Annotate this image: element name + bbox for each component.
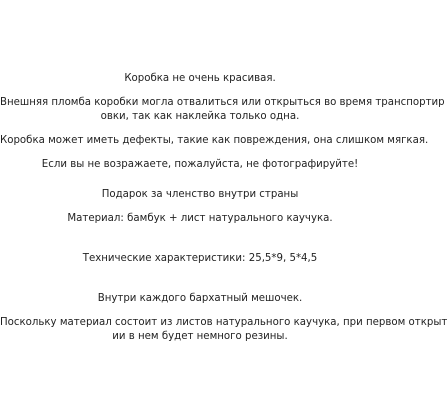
text-line-7: Материал: бамбук + лист натурального каучука. [67, 213, 333, 224]
text-line-10: Поскольку материал состоит из листов натурального каучука, при первом открыт [0, 317, 447, 328]
text-line-6: Подарок за членство внутри страны [101, 189, 299, 200]
text-line-5: Если вы не возражаете, пожалуйста, не фотографируйте! [41, 159, 359, 170]
text-line-8: Технические характеристики: 25,5*9, 5*4,5 [82, 253, 318, 264]
text-line-3: овки, так как наклейка только одна. [100, 111, 300, 122]
text-line-11: ии в нем будет немного резины. [112, 331, 288, 342]
text-line-2: Внешняя пломба коробки могла отвалиться или открыться во время транспортир [0, 97, 445, 108]
text-line-1: Коробка не очень красивая. [124, 73, 276, 84]
text-line-4: Коробка может иметь дефекты, такие как повреждения, она слишком мягкая. [0, 135, 429, 146]
text-line-9: Внутри каждого бархатный мешочек. [97, 293, 303, 304]
